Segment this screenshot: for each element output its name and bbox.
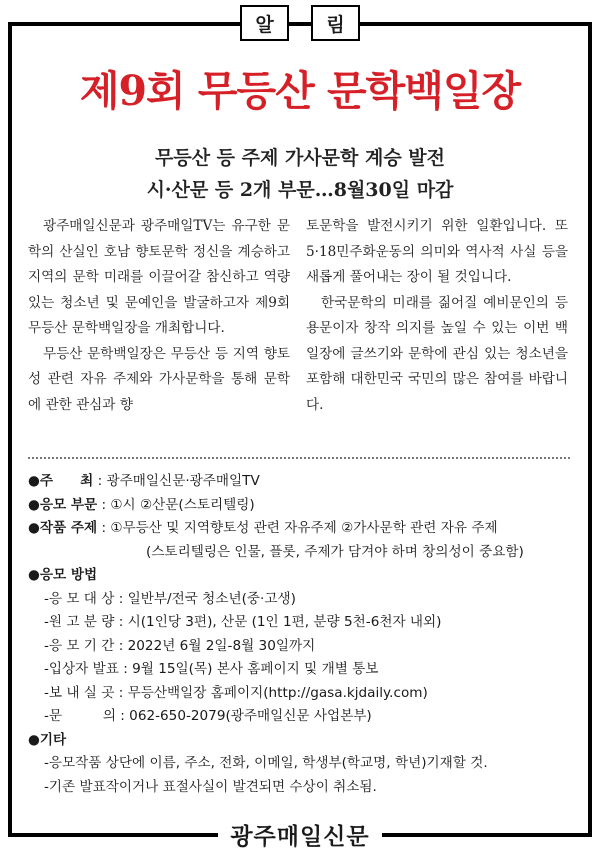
body-column-left (28, 214, 290, 418)
notice-badge-2: 림 (311, 5, 360, 41)
notice-badge-1: 알 (240, 5, 289, 41)
info-theme-note: (스토리텔링은 인물, 플롯, 주제가 담겨야 하며 창의성이 중요함) (146, 543, 524, 560)
info-host (28, 470, 580, 494)
subtitle-line-2: 시·산문 등 2개 부문…8월30일 마감 (146, 179, 454, 201)
subtitle-line-1: 무등산 등 주제 가사문학 계승 발전 (154, 147, 446, 169)
info-method-label: ●응모 방법 (28, 567, 98, 583)
dotted-divider (28, 457, 570, 459)
body-paragraph: 광주매일신문과 광주매일TV는 유구한 문학의 산실인 호남 향토문학 정신을 계승하고 지역의 문학 미래를 이끌어갈 참신하고 역량 있는 청소년 및 문예인을 발굴하고자 제9회 무등산 문학백일장을 개최합니다. (28, 218, 290, 336)
body-paragraph: 토문학을 발전시키기 위한 일환입니다. 또 5·18민주화운동의 의미와 역사적 사실 등을 새롭게 풀어내는 장이 될 것입니다. (306, 218, 568, 285)
info-section (28, 470, 580, 799)
info-etc-item: -응모작품 상단에 이름, 주소, 전화, 이메일, 학생부(학교명, 학년)기재할 것. (44, 755, 488, 771)
info-category-value: : ①시 ②산문(스토리텔링) (97, 496, 255, 513)
footer (0, 818, 600, 851)
info-method-item: -보 내 실 곳 : 무등산백일장 홈페이지(http://gasa.kjdaily.com) (44, 684, 428, 701)
body-column-right (306, 214, 568, 418)
footer-logo-text: 광주매일신문 (218, 818, 381, 851)
info-method-item: -문 의 : 062-650-2079(광주매일신문 사업본부) (44, 708, 372, 724)
info-method-item: -응 모 기 간 : 2022년 6월 2일-8월 30일까지 (44, 637, 316, 654)
info-etc-label: ●기타 (28, 731, 67, 748)
notice-title: 제9회 무등산 문학백일장 (79, 67, 521, 115)
info-theme (28, 517, 580, 541)
info-theme-label: ●작품 주제 (28, 520, 98, 536)
notice-badges (0, 5, 600, 41)
info-method-item: -응 모 대 상 : 일반부/전국 청소년(중·고생) (44, 590, 296, 607)
info-etc-item: -기존 발표작이거나 표절사실이 발견되면 수상이 취소됨. (44, 778, 377, 795)
info-method-item: -원 고 분 량 : 시(1인당 3편), 산문 (1인 1편, 분량 5천-6천자 내외) (44, 614, 442, 630)
info-category-label: ●응모 부문 (28, 496, 98, 513)
body-paragraph: 무등산 문학백일장은 무등산 등 지역 향토성 관련 자유 주제와 가사문학을 통해 문학에 관한 관심과 향 (28, 345, 290, 413)
info-host-label: ●주 최 (28, 473, 94, 489)
body-paragraph: 한국문학의 미래를 짊어질 예비문인의 등용문이자 창작 의지를 높일 수 있는 이번 백일장에 글쓰기와 문학에 관심 있는 청소년을 포함해 대한민국 국민의 많은 참여를 바랍니다. (306, 294, 568, 413)
info-category (28, 494, 580, 518)
info-theme-value: : ①무등산 및 지역향토성 관련 자유주제 ②가사문학 관련 자유 주제 (97, 520, 498, 536)
info-host-value: : 광주매일신문·광주매일TV (93, 473, 260, 489)
info-method-item: -입상자 발표 : 9월 15일(목) 본사 홈페이지 및 개별 통보 (44, 661, 379, 677)
